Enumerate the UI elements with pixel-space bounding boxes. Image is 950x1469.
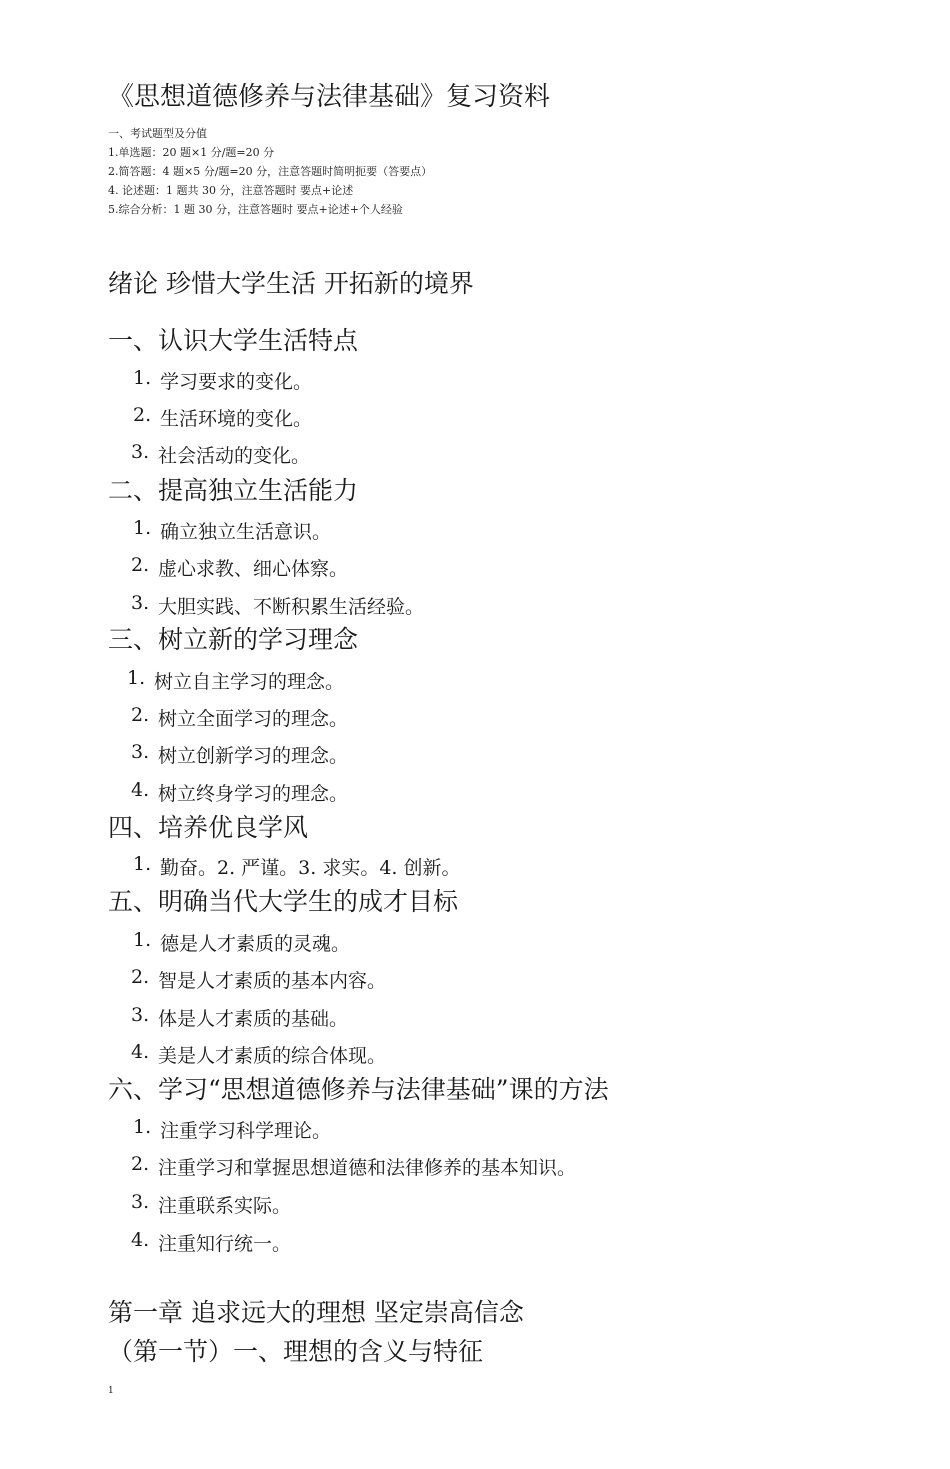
list-item-number: 1. [133, 929, 152, 951]
section-heading: 五、明确当代大学生的成才目标 [108, 887, 459, 916]
list-item-number: 4. [131, 1041, 150, 1063]
list-item-number: 1. [133, 853, 152, 875]
list-item: 树立自主学习的理念。 [154, 671, 345, 693]
exam-info-line: 1.单选题：20 题×1 分/题=20 分 [108, 146, 275, 159]
list-item: 体是人才素质的基础。 [158, 1008, 349, 1030]
list-item: 社会活动的变化。 [158, 445, 311, 467]
page-number: 1 [108, 1386, 114, 1396]
list-item-number: 2. [133, 404, 152, 426]
list-item: 德是人才素质的灵魂。 [160, 933, 351, 955]
list-item: 树立全面学习的理念。 [158, 708, 349, 730]
exam-info-line: 5.综合分析：1 题 30 分，注意答题时 要点+论述+个人经验 [108, 203, 403, 216]
list-item: 勤奋。2. 严谨。3. 求实。4. 创新。 [160, 857, 461, 879]
list-item: 树立创新学习的理念。 [158, 745, 349, 767]
list-item: 注重联系实际。 [158, 1195, 292, 1217]
chapter-heading: 第一章 追求远大的理想 坚定崇高信念 [108, 1298, 524, 1327]
section-heading: 四、培养优良学风 [108, 813, 309, 842]
list-item-number: 1. [133, 1116, 152, 1138]
document-title: 《思想道德修养与法律基础》复习资料 [108, 82, 551, 112]
list-item: 注重学习和掌握思想道德和法律修养的基本知识。 [158, 1157, 577, 1179]
list-item: 确立独立生活意识。 [160, 521, 332, 543]
list-item: 学习要求的变化。 [160, 371, 313, 393]
intro-heading: 绪论 珍惜大学生活 开拓新的境界 [108, 269, 474, 298]
section-heading: 六、学习“思想道德修养与法律基础”课的方法 [108, 1075, 609, 1104]
list-item-number: 4. [131, 779, 150, 801]
list-item-number: 2. [131, 1153, 150, 1175]
list-item-number: 3. [131, 1191, 150, 1213]
list-item-number: 4. [131, 1229, 150, 1251]
exam-info-line: 2.简答题：4 题×5 分/题=20 分，注意答题时简明扼要（答要点） [108, 165, 433, 178]
section-heading: 三、树立新的学习理念 [108, 625, 359, 654]
exam-info-line: 一、考试题型及分值 [108, 127, 207, 140]
list-item: 虚心求教、细心体察。 [158, 558, 349, 580]
section-heading: 一、认识大学生活特点 [108, 326, 359, 355]
list-item-number: 3. [131, 741, 150, 763]
list-item: 注重学习科学理论。 [160, 1120, 332, 1142]
list-item-number: 2. [131, 966, 150, 988]
list-item: 智是人才素质的基本内容。 [158, 970, 387, 992]
list-item: 美是人才素质的综合体现。 [158, 1045, 387, 1067]
list-item-number: 3. [131, 441, 150, 463]
list-item-number: 2. [131, 554, 150, 576]
list-item: 树立终身学习的理念。 [158, 783, 349, 805]
list-item-number: 3. [131, 592, 150, 614]
subsection-heading: （第一节）一、理想的含义与特征 [108, 1337, 484, 1366]
exam-info-line: 4. 论述题：1 题共 30 分，注意答题时 要点+论述 [108, 184, 354, 197]
section-heading: 二、提高独立生活能力 [108, 476, 359, 505]
list-item: 注重知行统一。 [158, 1233, 292, 1255]
list-item-number: 2. [131, 704, 150, 726]
list-item-number: 1. [127, 667, 146, 689]
list-item: 大胆实践、不断积累生活经验。 [158, 596, 425, 618]
list-item-number: 1. [133, 517, 152, 539]
list-item: 生活环境的变化。 [160, 408, 313, 430]
list-item-number: 1. [133, 367, 152, 389]
list-item-number: 3. [131, 1004, 150, 1026]
